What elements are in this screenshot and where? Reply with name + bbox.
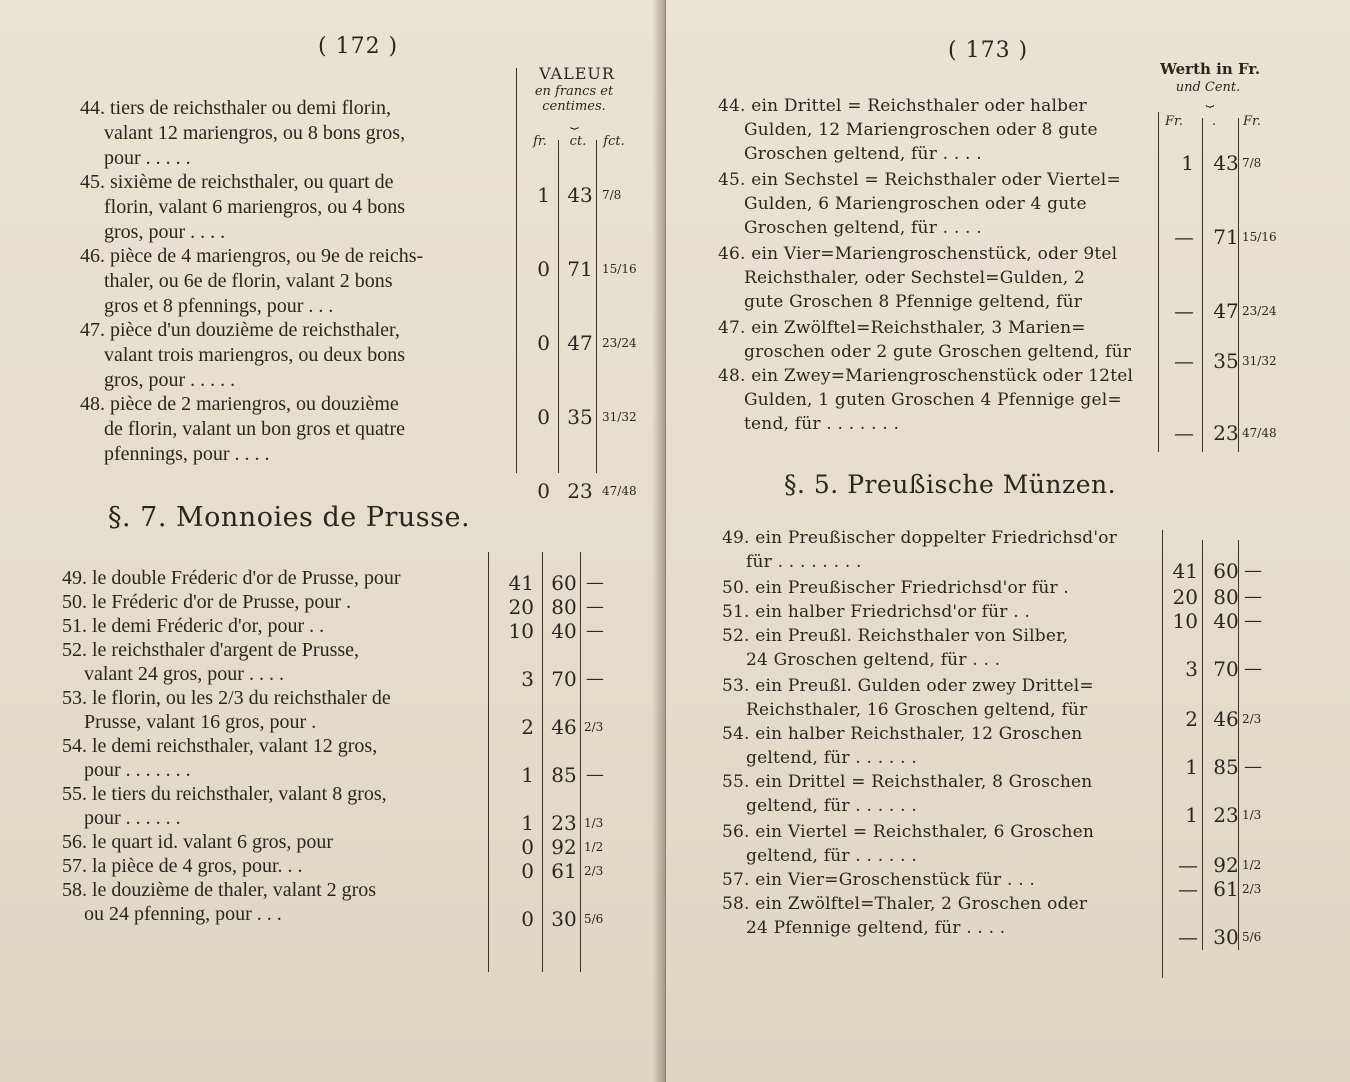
value-francs: 2	[521, 715, 534, 739]
entry-continuation-line: gute Groschen 8 Pfennige geltend, für	[744, 292, 1083, 312]
column-rule	[488, 552, 489, 972]
entry-continuation-line: pour . . . . . . .	[84, 759, 191, 781]
value-francs: 10	[1172, 609, 1198, 633]
value-francs: 0	[521, 835, 534, 859]
value-fraction: 23/24	[1242, 304, 1277, 318]
valeur-subheader: en francs et centimes.	[534, 84, 614, 114]
entry-continuation-line: Groschen geltend, für . . . .	[744, 218, 982, 238]
value-francs: —	[1178, 853, 1198, 877]
entry-first-line: 51. le demi Fréderic d'or, pour . .	[62, 615, 325, 637]
entry-continuation-line: geltend, für . . . . . .	[746, 796, 917, 816]
col-header-fct: fct.	[603, 134, 625, 149]
entry-first-line: 46. ein Vier=Mariengroschenstück, oder 9tel	[718, 244, 1118, 264]
entry-continuation-line: geltend, für . . . . . .	[746, 748, 917, 768]
entry-continuation-line: florin, valant 6 mariengros, ou 4 bons	[104, 196, 406, 218]
value-francs: 0	[537, 257, 550, 281]
value-francs: 1	[521, 763, 534, 787]
entry-first-line: 53. le florin, ou les 2/3 du reichsthaler de	[62, 687, 391, 709]
value-fraction-dash: —	[1244, 586, 1262, 607]
value-francs: 0	[537, 479, 550, 503]
value-francs: 1	[1185, 803, 1198, 827]
value-francs: —	[1174, 225, 1194, 249]
entry-continuation-line: valant 24 gros, pour . . . .	[84, 663, 284, 685]
value-centimes: 40	[551, 619, 577, 643]
value-francs: 10	[508, 619, 534, 643]
value-fraction: 5/6	[1242, 930, 1262, 944]
entry-first-line: 58. le douzième de thaler, valant 2 gros	[62, 879, 377, 901]
value-francs: 0	[537, 331, 550, 355]
value-fraction: 47/48	[1242, 426, 1277, 440]
value-fraction: 15/16	[602, 262, 637, 276]
value-centimes: 23	[1213, 803, 1239, 827]
entry-first-line: 47. pièce d'un douzième de reichsthaler,	[80, 319, 400, 341]
value-centimes: 23	[567, 479, 593, 503]
value-centimes: 23	[551, 811, 577, 835]
entry-first-line: 55. ein Drittel = Reichsthaler, 8 Groschen	[722, 772, 1093, 792]
value-francs: —	[1174, 421, 1194, 445]
value-centimes: 70	[551, 667, 577, 691]
brace-icon: ⏟	[1205, 92, 1215, 108]
value-francs: 3	[521, 667, 534, 691]
column-rule	[1202, 540, 1203, 950]
value-centimes: 61	[551, 859, 577, 883]
value-centimes: 30	[551, 907, 577, 931]
value-fraction: 2/3	[584, 720, 604, 734]
value-fraction: 2/3	[1242, 712, 1262, 726]
value-centimes: 71	[567, 257, 593, 281]
entry-continuation-line: ou 24 pfenning, pour . . .	[84, 903, 282, 925]
entry-first-line: 48. pièce de 2 mariengros, ou douzième	[80, 393, 399, 415]
entry-continuation-line: 24 Groschen geltend, für . . .	[746, 650, 1001, 670]
entry-continuation-line: pour . . . . .	[104, 147, 191, 169]
value-fraction: 31/32	[1242, 354, 1277, 368]
entry-first-line: 56. ein Viertel = Reichsthaler, 6 Groschen	[722, 822, 1095, 842]
value-centimes: 23	[1213, 421, 1239, 445]
page-number-right: ( 173 )	[948, 38, 1029, 63]
entry-first-line: 45. sixième de reichsthaler, ou quart de	[80, 171, 394, 193]
entry-first-line: 51. ein halber Friedrichsd'or für . .	[722, 602, 1031, 622]
value-fraction: 47/48	[602, 484, 637, 498]
value-fraction: 15/16	[1242, 230, 1277, 244]
value-fraction-dash: —	[1244, 658, 1262, 679]
value-fraction-dash: —	[586, 596, 604, 617]
entry-continuation-line: für . . . . . . . .	[746, 552, 862, 572]
entry-continuation-line: Gulden, 1 guten Groschen 4 Pfennige gel=	[744, 390, 1122, 410]
entry-continuation-line: pour . . . . . .	[84, 807, 181, 829]
value-fraction-dash: —	[1244, 610, 1262, 631]
value-centimes: 46	[1213, 707, 1239, 731]
entry-continuation-line: valant 12 mariengros, ou 8 bons gros,	[104, 122, 406, 144]
value-francs: —	[1178, 925, 1198, 949]
page-number-left: ( 172 )	[318, 34, 399, 59]
value-francs: 0	[521, 859, 534, 883]
entry-first-line: 53. ein Preußl. Gulden oder zwey Drittel=	[722, 676, 1094, 696]
value-francs: 1	[1185, 755, 1198, 779]
entry-first-line: 47. ein Zwölftel=Reichsthaler, 3 Marien=	[718, 318, 1086, 338]
column-rule	[1202, 118, 1203, 452]
value-centimes: 60	[551, 571, 577, 595]
entry-first-line: 52. le reichsthaler d'argent de Prusse,	[62, 639, 360, 661]
value-fraction: 1/3	[584, 816, 604, 830]
entry-continuation-line: gros, pour . . . .	[104, 221, 226, 243]
entry-continuation-line: Gulden, 12 Mariengroschen oder 8 gute	[744, 120, 1098, 140]
value-centimes: 92	[551, 835, 577, 859]
entry-first-line: 50. le Fréderic d'or de Prusse, pour .	[62, 591, 352, 613]
entry-first-line: 54. ein halber Reichsthaler, 12 Groschen	[722, 724, 1083, 744]
value-centimes: 30	[1213, 925, 1239, 949]
value-francs: 41	[1172, 559, 1198, 583]
col-header-ct: ct.	[569, 134, 587, 149]
entry-first-line: 57. la pièce de 4 gros, pour. . .	[62, 855, 303, 877]
value-fraction-dash: —	[1244, 560, 1262, 581]
value-francs: —	[1178, 877, 1198, 901]
col-header-fr-right: Fr.	[1165, 114, 1183, 129]
value-francs: 1	[537, 183, 550, 207]
left-page	[0, 0, 666, 1082]
value-fraction: 7/8	[602, 188, 622, 202]
section-title-right: §. 5. Preußische Münzen.	[784, 470, 1117, 499]
entry-continuation-line: Reichsthaler, oder Sechstel=Gulden, 2	[744, 268, 1086, 288]
value-fraction-dash: —	[586, 668, 604, 689]
column-rule	[542, 552, 543, 972]
value-francs: 0	[537, 405, 550, 429]
value-centimes: 71	[1213, 225, 1239, 249]
value-fraction: 31/32	[602, 410, 637, 424]
column-rule	[558, 140, 559, 473]
value-francs: 20	[1172, 585, 1198, 609]
entry-continuation-line: 24 Pfennige geltend, für . . . .	[746, 918, 1006, 938]
value-fraction: 1/2	[584, 840, 604, 854]
entry-first-line: 45. ein Sechstel = Reichsthaler oder Viertel=	[718, 170, 1121, 190]
werth-subheader: und Cent.	[1175, 80, 1241, 95]
value-centimes: 47	[567, 331, 593, 355]
entry-first-line: 48. ein Zwey=Mariengroschenstück oder 12tel	[718, 366, 1134, 386]
value-centimes: 46	[551, 715, 577, 739]
value-fraction: 5/6	[584, 912, 604, 926]
entry-first-line: 44. ein Drittel = Reichsthaler oder halber	[718, 96, 1087, 116]
col-header-ct-right: .	[1211, 114, 1217, 129]
werth-header: Werth in Fr.	[1160, 60, 1261, 78]
value-francs: —	[1174, 299, 1194, 323]
value-centimes: 80	[1213, 585, 1239, 609]
value-fraction-dash: —	[586, 572, 604, 593]
entry-first-line: 58. ein Zwölftel=Thaler, 2 Groschen oder	[722, 894, 1088, 914]
value-centimes: 85	[1213, 755, 1239, 779]
value-centimes: 60	[1213, 559, 1239, 583]
value-francs: 20	[508, 595, 534, 619]
value-fraction: 1/3	[1242, 808, 1262, 822]
entry-continuation-line: de florin, valant un bon gros et quatre	[104, 418, 406, 440]
value-centimes: 43	[567, 183, 593, 207]
entry-continuation-line: geltend, für . . . . . .	[746, 846, 917, 866]
value-fraction-dash: —	[586, 620, 604, 641]
col-header-frac-right: Fr.	[1243, 114, 1261, 129]
value-fraction-dash: —	[586, 764, 604, 785]
value-francs: 1	[1181, 151, 1194, 175]
entry-continuation-line: valant trois mariengros, ou deux bons	[104, 344, 406, 366]
value-centimes: 35	[567, 405, 593, 429]
value-centimes: 85	[551, 763, 577, 787]
value-centimes: 80	[551, 595, 577, 619]
entry-continuation-line: gros et 8 pfennings, pour . . .	[104, 295, 334, 317]
entry-first-line: 57. ein Vier=Groschenstück für . . .	[722, 870, 1036, 890]
entry-first-line: 54. le demi reichsthaler, valant 12 gros,	[62, 735, 378, 757]
value-francs: 2	[1185, 707, 1198, 731]
value-centimes: 43	[1213, 151, 1239, 175]
entry-first-line: 55. le tiers du reichsthaler, valant 8 gros,	[62, 783, 387, 805]
value-francs: —	[1174, 349, 1194, 373]
value-francs: 3	[1185, 657, 1198, 681]
value-fraction-dash: —	[1244, 756, 1262, 777]
value-centimes: 40	[1213, 609, 1239, 633]
entry-first-line: 44. tiers de reichsthaler ou demi florin,	[80, 97, 392, 119]
column-rule	[1158, 112, 1159, 452]
entry-first-line: 46. pièce de 4 mariengros, ou 9e de reichs-	[80, 245, 424, 267]
entry-first-line: 56. le quart id. valant 6 gros, pour	[62, 831, 334, 853]
column-rule	[516, 68, 517, 473]
entry-continuation-line: pfennings, pour . . . .	[104, 443, 270, 465]
value-fraction: 1/2	[1242, 858, 1262, 872]
value-fraction: 7/8	[1242, 156, 1262, 170]
value-fraction: 23/24	[602, 336, 637, 350]
valeur-header: VALEUR	[539, 64, 615, 83]
entry-first-line: 49. ein Preußischer doppelter Friedrichsd'or	[722, 528, 1118, 548]
value-francs: 41	[508, 571, 534, 595]
right-page	[666, 0, 1350, 1082]
value-francs: 1	[521, 811, 534, 835]
value-centimes: 61	[1213, 877, 1239, 901]
entry-continuation-line: thaler, ou 6e de florin, valant 2 bons	[104, 270, 393, 292]
entry-continuation-line: gros, pour . . . . .	[104, 369, 236, 391]
value-centimes: 70	[1213, 657, 1239, 681]
entry-continuation-line: Groschen geltend, für . . . .	[744, 144, 982, 164]
value-centimes: 35	[1213, 349, 1239, 373]
entry-first-line: 49. le double Fréderic d'or de Prusse, pour	[62, 567, 401, 589]
col-header-fr: fr.	[533, 134, 547, 149]
value-centimes: 47	[1213, 299, 1239, 323]
entry-first-line: 52. ein Preußl. Reichsthaler von Silber,	[722, 626, 1069, 646]
value-fraction: 2/3	[584, 864, 604, 878]
entry-first-line: 50. ein Preußischer Friedrichsd'or für .	[722, 578, 1069, 598]
value-francs: 0	[521, 907, 534, 931]
brace-icon: ⏟	[570, 114, 578, 130]
section-title-left: §. 7. Monnoies de Prusse.	[108, 502, 471, 533]
entry-continuation-line: Gulden, 6 Mariengroschen oder 4 gute	[744, 194, 1087, 214]
entry-continuation-line: Reichsthaler, 16 Groschen geltend, für	[746, 700, 1088, 720]
value-fraction: 2/3	[1242, 882, 1262, 896]
value-centimes: 92	[1213, 853, 1239, 877]
entry-continuation-line: groschen oder 2 gute Groschen geltend, für	[744, 342, 1132, 362]
entry-continuation-line: Prusse, valant 16 gros, pour .	[84, 711, 317, 733]
column-rule	[1162, 530, 1163, 978]
entry-continuation-line: tend, für . . . . . . .	[744, 414, 900, 434]
